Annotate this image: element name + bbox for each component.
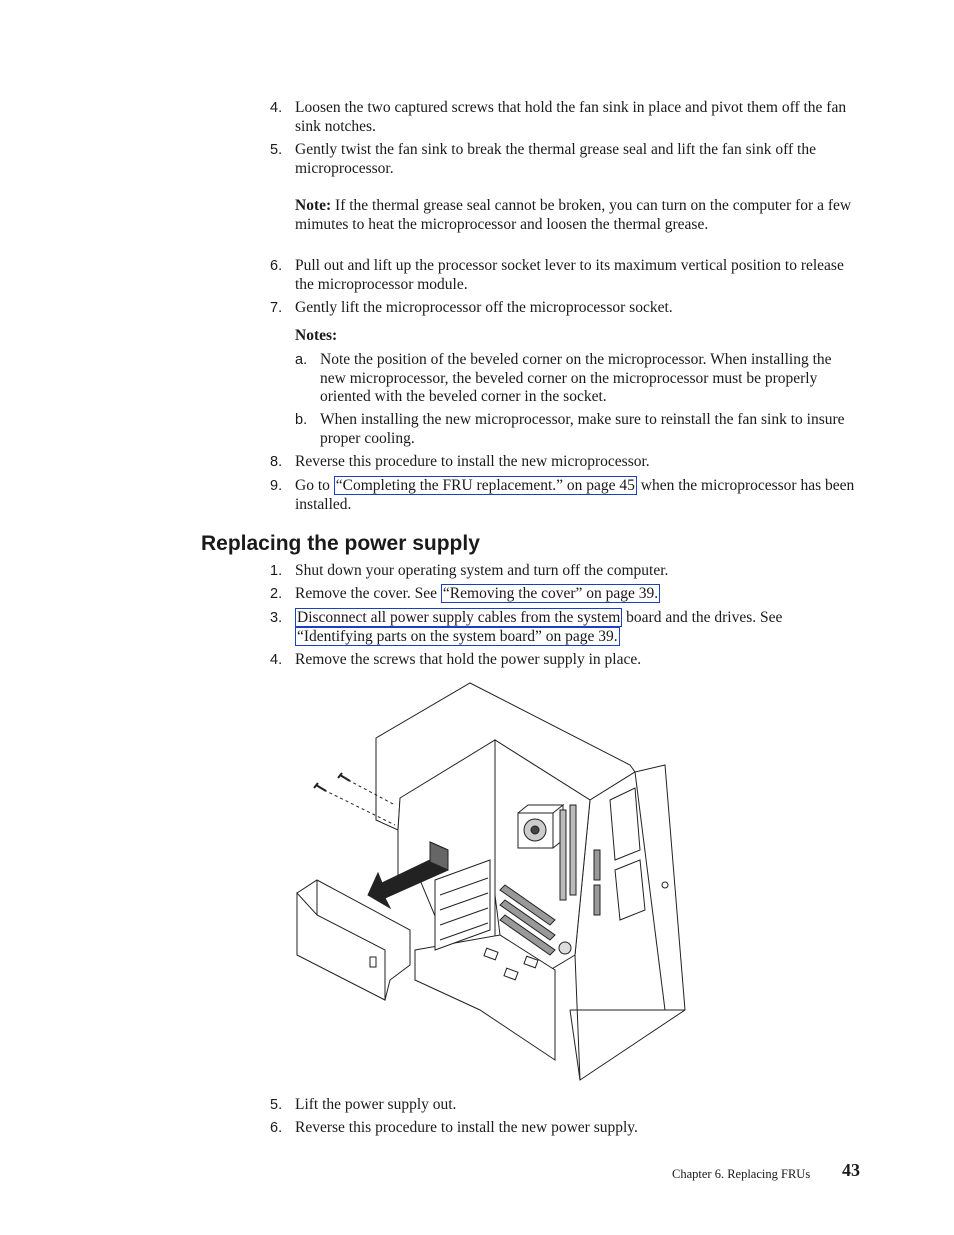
- note-item-letter: a.: [295, 352, 308, 368]
- step-text: Pull out and lift up the processor socket lever to its maximum vertical position to release the microprocessor module.: [295, 257, 844, 293]
- step-number: 1.: [270, 563, 283, 579]
- note-item-text: When installing the new microprocessor, make sure to reinstall the fan sink to insure proper cooling.: [320, 411, 845, 447]
- step-text: Reverse this procedure to install the new microprocessor.: [295, 453, 650, 470]
- note-item-text: Note the position of the beveled corner on the microprocessor. When installing the new microprocessor, the beveled corner on the microprocessor must be properly oriented with the beveled corner in the socket.: [320, 351, 832, 405]
- link-completing-fru-replacement[interactable]: “Completing the FRU replacement.” on page 45: [335, 477, 635, 494]
- step-text: Gently lift the microprocessor off the microprocessor socket.: [295, 299, 673, 316]
- step-text-mid: board and the drives. See: [622, 609, 783, 626]
- step-number: 3.: [270, 610, 283, 626]
- note-thermal-grease: [295, 197, 860, 234]
- note-label: Note:: [295, 197, 332, 214]
- step-number: 2.: [270, 586, 283, 602]
- step-text: Remove the screws that hold the power supply in place.: [295, 651, 642, 668]
- step-number: 5.: [270, 142, 283, 158]
- step-text: Reverse this procedure to install the new power supply.: [295, 1119, 638, 1136]
- step-number: 4.: [270, 652, 283, 668]
- step-text: [295, 585, 860, 604]
- step-number: 6.: [270, 258, 283, 274]
- power-supply-removal-illustration: [290, 680, 690, 1085]
- page-number: 43: [842, 1160, 860, 1180]
- link-removing-cover[interactable]: “Removing the cover” on page 39.: [442, 585, 659, 602]
- chapter-label: Chapter 6. Replacing FRUs: [672, 1167, 811, 1181]
- section-heading: Replacing the power supply: [201, 532, 480, 555]
- notes-label: Notes:: [295, 327, 338, 344]
- note-item-letter: b.: [295, 412, 308, 428]
- step-text: Lift the power supply out.: [295, 1096, 457, 1113]
- step-number: 7.: [270, 300, 283, 316]
- step-text: Loosen the two captured screws that hold the fan sink in place and pivot them off the fan sink notches.: [295, 99, 847, 135]
- step-number: 6.: [270, 1120, 283, 1136]
- note-text: If the thermal grease seal cannot be broken, you can turn on the computer for a few mimutes to heat the microprocessor and loosen the thermal grease.: [295, 197, 852, 233]
- step-text-pre: Remove the cover. See: [295, 585, 441, 602]
- link-disconnect-cables[interactable]: Disconnect all power supply cables from the system: [297, 609, 621, 626]
- link-identifying-parts[interactable]: “Identifying parts on the system board” on page 39.: [297, 627, 618, 645]
- step-text: Gently twist the fan sink to break the thermal grease seal and lift the fan sink off the microprocessor.: [295, 141, 816, 177]
- step-text: [295, 477, 860, 514]
- step-number: 4.: [270, 100, 283, 116]
- step-text-post: when the microprocessor has been installed.: [295, 477, 855, 513]
- step-text: Shut down your operating system and turn off the computer.: [295, 562, 669, 579]
- step-number: 5.: [270, 1097, 283, 1113]
- step-number: 9.: [270, 478, 283, 494]
- page-footer: [672, 1161, 860, 1183]
- step-text-pre: Go to: [295, 477, 334, 494]
- step-number: 8.: [270, 454, 283, 470]
- step-text: [295, 609, 860, 646]
